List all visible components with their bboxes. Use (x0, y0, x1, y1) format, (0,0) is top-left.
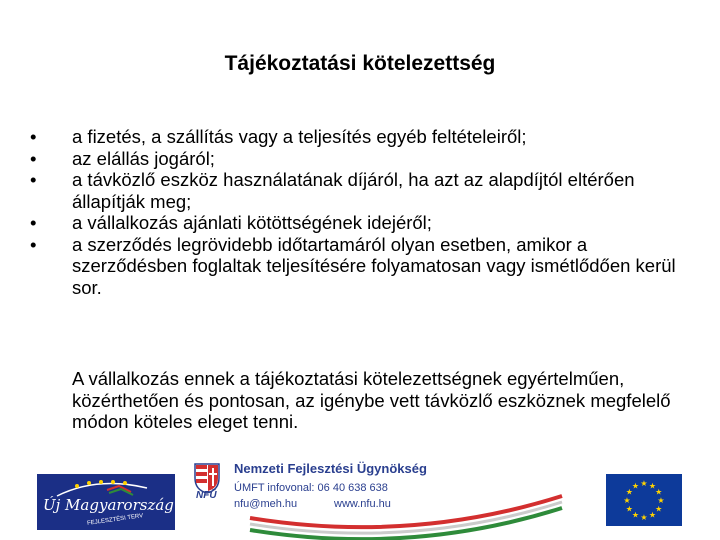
uj-logo-subtitle: FEJLESZTÉSI TERV (86, 513, 144, 527)
bullet-text: az elállás jogáról; (72, 147, 215, 169)
eu-star-icon: ★ (655, 504, 663, 514)
bullet-text: a vállalkozás ajánlati kötöttségének idejéről; (72, 212, 432, 233)
bullet-list (30, 126, 700, 298)
bullet-marker: • (30, 233, 37, 255)
list-item (30, 148, 700, 170)
eu-star-icon: ★ (657, 496, 665, 505)
bullet-marker: • (30, 126, 37, 147)
nfu-website: www.nfu.hu (334, 498, 391, 510)
bullet-text: a fizetés, a szállítás vagy a teljesítés egyéb feltételeiről; (72, 126, 527, 147)
uj-magyarorszag-logo (37, 474, 175, 530)
eu-star-icon: ★ (623, 496, 631, 505)
eu-star-icon: ★ (648, 510, 657, 520)
bullet-text: a szerződés legrövidebb időtartamáról olyan esetben, amikor a szerződésben foglaltak teljesítésére folyamatosan vagy ismétlődően kerül sor. (72, 233, 676, 298)
slide-title: Tájékoztatási kötelezettség (224, 52, 496, 75)
nfu-phone: ÚMFT infovonal: 06 40 638 638 (234, 482, 388, 494)
uj-logo-text: Új Magyarország (43, 496, 174, 514)
eu-star-icon: ★ (631, 510, 640, 520)
bullet-marker: • (30, 212, 37, 233)
bullet-text: a távközlő eszköz használatának díjáról, ha azt az alapdíjtól eltérően állapítják meg; (72, 169, 635, 212)
eu-star-icon: ★ (625, 487, 633, 497)
nfu-logo-block (190, 458, 580, 540)
list-item (30, 212, 700, 234)
eu-star-icon: ★ (640, 513, 648, 522)
nfu-title: Nemzeti Fejlesztési Ügynökség (234, 461, 427, 476)
eu-star-icon: ★ (648, 481, 657, 491)
nfu-email: nfu@meh.hu (234, 498, 298, 510)
bullet-marker: • (30, 147, 37, 169)
list-item (30, 169, 700, 212)
bullet-marker: • (30, 169, 37, 190)
eu-flag (606, 474, 682, 526)
body-paragraph: A vállalkozás ennek a tájékoztatási kötelezettségnek egyértelműen, közérthetően és pontosan, az igénybe vett távközlő eszköznek megfelelő módon köteles eleget tenni. (72, 368, 671, 432)
hungarian-crest-icon (192, 460, 222, 494)
eu-star-icon: ★ (655, 487, 663, 497)
nfu-label: NFÜ (196, 490, 217, 501)
eu-star-icon: ★ (631, 481, 640, 491)
eu-star-icon: ★ (625, 504, 633, 514)
eu-star-icon: ★ (640, 479, 648, 488)
list-item (30, 126, 700, 148)
list-item (30, 234, 700, 299)
eu-stars-icon (606, 474, 682, 526)
